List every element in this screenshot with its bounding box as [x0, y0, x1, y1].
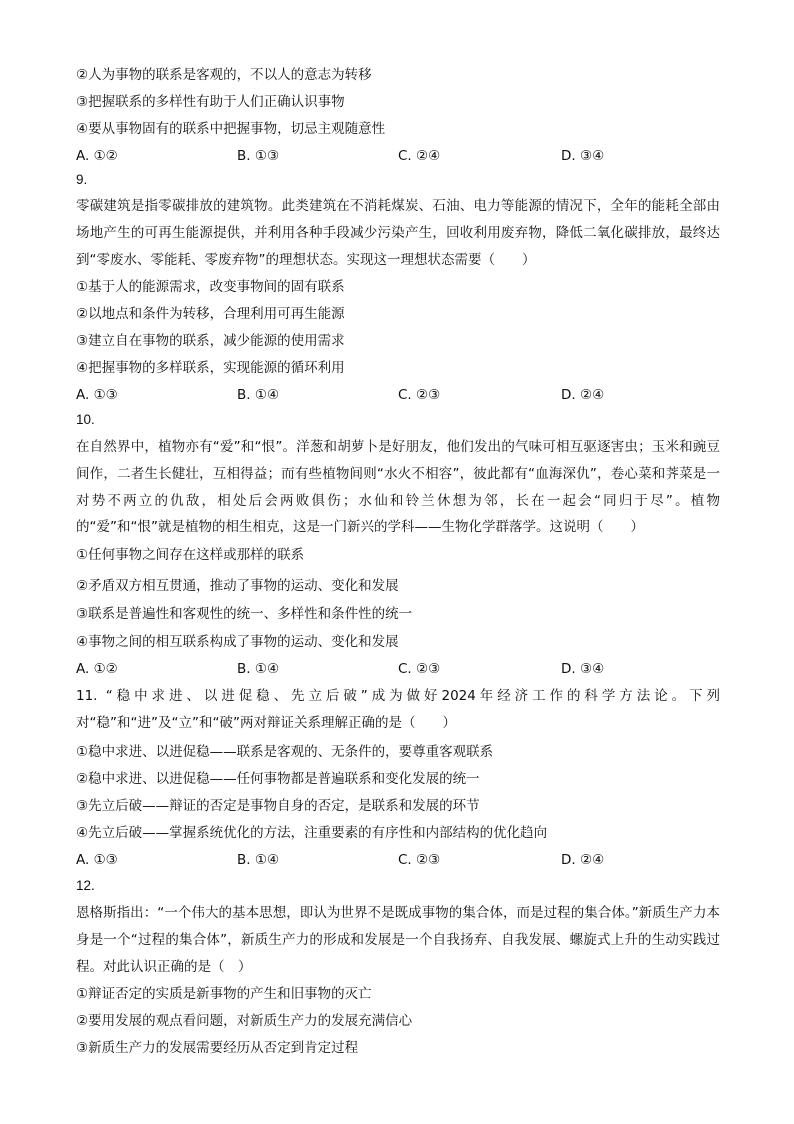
q12-stem: 恩格斯指出：“一个伟大的基本思想，即认为世界不是既成事物的集合体，而是过程的集合体。”新质生产力本身是一个“过程的集合体”，新质生产力的形成和发展是一个自我扬弃、自我发展、螺旋式上升的生动实践过程。对此认识正确的是（ ） [76, 905, 720, 975]
q9-option-b[interactable]: B. ①④ [237, 387, 280, 403]
q9-statement-2: ②以地点和条件为转移，合理利用可再生能源 [76, 306, 345, 322]
q8-option-d[interactable]: D. ③④ [561, 148, 605, 164]
q9-statement-4: ④把握事物的多样联系，实现能源的循环利用 [76, 360, 345, 376]
q8-option-a[interactable]: A. ①② [76, 148, 118, 164]
q10-option-c[interactable]: C. ②③ [398, 661, 441, 677]
q10-stem: 在自然界中，植物亦有“爱”和“恨”。洋葱和胡萝卜是好朋友，他们发出的气味可相互驱逐害虫；玉米和豌豆间作，二者生长健壮，互相得益；而有些植物间则“水火不相容”，彼此都有“血海深仇”，卷心菜和荠菜是一对势不两立的仇敌，相处后会两败俱伤；水仙和铃兰休想为邻，长在一起会“同归于尽”。植物的“爱”和“恨”就是植物的相生相克，这是一门新兴的学科——生物化学群落学。这说明（ ） [76, 439, 720, 536]
q11-option-b[interactable]: B. ①④ [237, 852, 280, 868]
q9-statement-3: ③建立自在事物的联系，减少能源的使用需求 [76, 333, 345, 349]
q9-options [76, 386, 716, 404]
q10-number: 10. [76, 412, 95, 427]
q11-option-c[interactable]: C. ②③ [398, 852, 441, 868]
q10-statement-4: ④事物之间的相互联系构成了事物的运动、变化和发展 [76, 634, 399, 650]
q11-option-a[interactable]: A. ①③ [76, 852, 118, 868]
q12-statement-1: ①辩证否定的实质是新事物的产生和旧事物的灭亡 [76, 986, 372, 1002]
q8-option-b[interactable]: B. ①③ [237, 148, 280, 164]
q10-option-b[interactable]: B. ①④ [237, 661, 280, 677]
q10-statement-2: ②矛盾双方相互贯通，推动了事物的运动、变化和发展 [76, 578, 399, 594]
q11-statement-1: ①稳中求进、以进促稳——联系是客观的、无条件的，要尊重客观联系 [76, 744, 494, 760]
q9-stem: 零碳建筑是指零碳排放的建筑物。此类建筑在不消耗煤炭、石油、电力等能源的情况下，全年的能耗全部由场地产生的可再生能源提供，并利用各种手段减少污染产生，回收利用废弃物，降低二氧化碳排放，最终达到“零废水、零能耗、零废弃物”的理想状态。实现这一理想状态需要（ ） [76, 198, 720, 268]
q8-option-c[interactable]: C. ②④ [398, 148, 441, 164]
q8-statement-4: ④要从事物固有的联系中把握事物，切忌主观随意性 [76, 121, 386, 137]
q11-statement-3: ③先立后破——辩证的否定是事物自身的否定，是联系和发展的环节 [76, 798, 480, 814]
q8-statement-2: ②人为事物的联系是客观的，不以人的意志为转移 [76, 67, 372, 83]
q11-stem: 11. “稳中求进、以进促稳、先立后破”成为做好2024年经济工作的科学方法论。下列对“稳”和“进”及“立”和“破”两对辩证关系理解正确的是（ ） [76, 688, 720, 731]
q9-number: 9. [76, 172, 88, 187]
q11-option-d[interactable]: D. ②④ [561, 852, 605, 868]
q10-statement-1: ①任何事物之间存在这样或那样的联系 [76, 547, 305, 563]
q12-statement-2: ②要用发展的观点看问题，对新质生产力的发展充满信心 [76, 1013, 413, 1029]
q10-option-d[interactable]: D. ③④ [561, 661, 605, 677]
q12-statement-3: ③新质生产力的发展需要经历从否定到肯定过程 [76, 1040, 359, 1056]
q8-options [76, 147, 716, 165]
q11-statement-2: ②稳中求进、以进促稳——任何事物都是普遍联系和变化发展的统一 [76, 771, 480, 787]
q10-statement-3: ③联系是普遍性和客观性的统一、多样性和条件性的统一 [76, 606, 413, 622]
q10-option-a[interactable]: A. ①② [76, 661, 118, 677]
q8-statement-3: ③把握联系的多样性有助于人们正确认识事物 [76, 94, 345, 110]
q9-option-a[interactable]: A. ①③ [76, 387, 118, 403]
q9-option-d[interactable]: D. ②④ [561, 387, 605, 403]
q11-options [76, 851, 716, 869]
q12-number: 12. [76, 878, 95, 893]
q9-statement-1: ①基于人的能源需求，改变事物间的固有联系 [76, 279, 345, 295]
q9-option-c[interactable]: C. ②③ [398, 387, 441, 403]
q10-options [76, 660, 716, 678]
q11-statement-4: ④先立后破——掌握系统优化的方法，注重要素的有序性和内部结构的优化趋向 [76, 825, 548, 841]
